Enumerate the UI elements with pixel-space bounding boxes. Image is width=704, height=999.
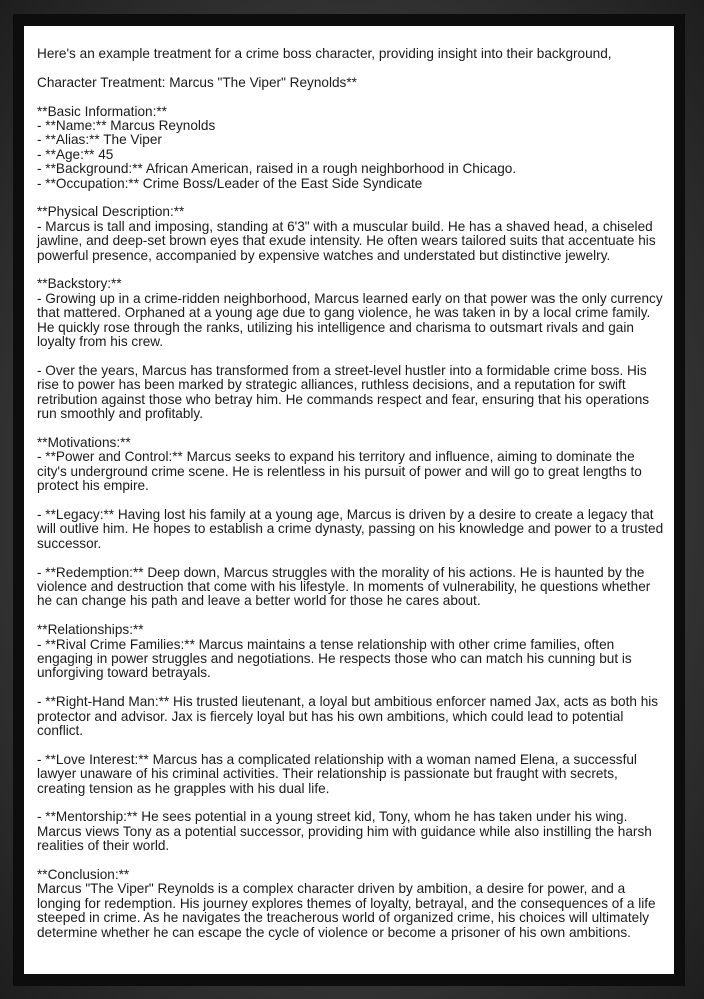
document-page xyxy=(24,26,674,974)
section-conclusion xyxy=(37,868,664,940)
backstory-heading: **Backstory:** xyxy=(37,276,122,292)
relationship-love-interest: - **Love Interest:** Marcus has a complicated relationship with a woman named Elena, a successful lawyer unaware of his criminal activities. Their relationship is passionate but fraught with secrets, creating tension as he grapples with his dual life. xyxy=(37,751,637,796)
relationship-mentorship: - **Mentorship:** He sees potential in a young street kid, Tony, whom he has taken under his wing. Marcus views Tony as a potential successor, providing him with guidance while also instilling the harsh realities of their world. xyxy=(37,809,652,854)
section-physical-description xyxy=(37,205,664,263)
backstory-paragraph-2: - Over the years, Marcus has transformed from a street-level hustler into a formidable crime boss. His rise to power has been marked by strategic alliances, ruthless decisions, and a reputation for swift retribution against those who betray him. He commands respect and fear, ensuring that his operations run smoothly and profitably. xyxy=(37,362,650,422)
motivation-power-control: - **Power and Control:** Marcus seeks to expand his territory and influence, aiming to dominate the city's underground crime scene. He is relentless in his pursuit of power and will go to great lengths to protect his empire. xyxy=(37,449,642,494)
relationship-right-hand-man: - **Right-Hand Man:** His trusted lieutenant, a loyal but ambitious enforcer named Jax, acts as both his protector and advisor. Jax is fiercely loyal but has his own ambitions, which could lead to potential conflict. xyxy=(37,694,659,738)
document-title: Character Treatment: Marcus "The Viper" Reynolds** xyxy=(37,74,357,90)
motivations-heading: **Motivations:** xyxy=(37,434,131,450)
conclusion-text: Marcus "The Viper" Reynolds is a complex character driven by ambition, a desire for power, and a longing for redemption. His journey explores themes of loyalty, betrayal, and the consequences of a life steeped in crime. As he navigates the treacherous world of organized crime, his choices will ultimately determine whether he can escape the cycle of violence or become a prisoner of his own ambitions. xyxy=(37,881,656,940)
relationship-rival-families: - **Rival Crime Families:** Marcus maintains a tense relationship with other crime families, often engaging in power struggles and negotiations. He respects those who can match his cunning but is unforgiving toward betrayals. xyxy=(37,636,632,681)
basic-item-name: - **Name:** Marcus Reynolds xyxy=(37,118,216,133)
basic-item-background: - **Background:** African American, raised in a rough neighborhood in Chicago. xyxy=(37,161,517,177)
basic-item-alias: - **Alias:** The Viper xyxy=(37,132,162,148)
relationships-heading: **Relationships:** xyxy=(37,622,144,638)
section-basic-information xyxy=(37,105,664,191)
conclusion-heading: **Conclusion:** xyxy=(37,866,130,882)
basic-heading: **Basic Information:** xyxy=(37,103,167,119)
basic-item-age: - **Age:** 45 xyxy=(37,146,114,162)
physical-text: - Marcus is tall and imposing, standing at 6'3" with a muscular build. He has a shaved head, a chiseled jawline, and deep-set brown eyes that exude intensity. He often wears tailored suits that accentuate his powerful presence, accompanied by expensive watches and understated but distinctive jewelry. xyxy=(37,218,656,263)
document-body xyxy=(37,47,664,940)
backstory-paragraph-1: - Growing up in a crime-ridden neighborhood, Marcus learned early on that power was the only currency that mattered. Orphaned at a young age due to gang violence, he was taken in by a local crime family. He quickly rose through the ranks, utilizing his intelligence and charisma to outsmart rivals and gain loyalty from his crew. xyxy=(37,290,663,350)
section-motivations xyxy=(37,436,664,494)
intro-text: Here's an example treatment for a crime boss character, providing insight into their background, xyxy=(37,46,612,61)
motivation-redemption: - **Redemption:** Deep down, Marcus struggles with the morality of his actions. He is haunted by the violence and destruction that come with his lifestyle. In moments of vulnerability, he questions whether he can change his path and leave a better world for those he cares about. xyxy=(37,564,651,609)
physical-heading: **Physical Description:** xyxy=(37,204,185,220)
document-frame xyxy=(13,14,685,986)
motivation-legacy: - **Legacy:** Having lost his family at a young age, Marcus is driven by a desire to create a legacy that will outlive him. He hopes to establish a crime dynasty, passing on his knowledge and power to a trusted successor. xyxy=(37,506,664,551)
section-relationships xyxy=(37,623,664,681)
basic-item-occupation: - **Occupation:** Crime Boss/Leader of the East Side Syndicate xyxy=(37,175,423,191)
section-backstory xyxy=(37,277,664,349)
